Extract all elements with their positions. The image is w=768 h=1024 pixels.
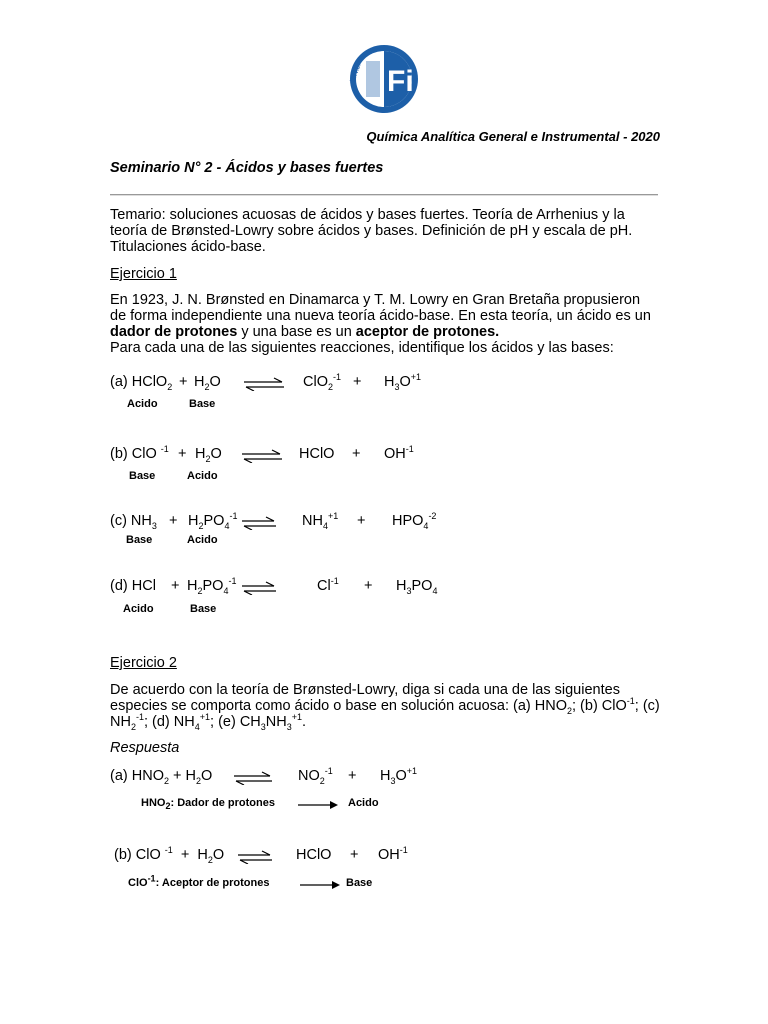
reactant-1: (d) HCl [110,578,156,594]
respuesta-label: Respuesta [110,740,180,756]
product-2: $OH^{-1}$ [384,444,414,462]
product-1: $NH_4^{+1}$ [302,511,339,531]
plus-sign: + [352,446,361,462]
answer-note: ClO$^{-1}$: Aceptor de protones [128,873,270,889]
product-1: HClO [299,446,335,462]
faculty-logo [344,43,424,115]
plus-sign: + [353,374,362,390]
label-acid-base: Acido [187,534,218,546]
logo-icon [344,43,424,115]
svg-text:U.N.L.: U.N.L. [349,62,363,84]
equilibrium-arrow-icon [242,516,276,530]
answer-equation: (a) $HNO_2 + H_2O$ [110,768,213,786]
equilibrium-arrow-icon [242,449,282,463]
product-2: $HPO_4^{-2}$ [392,511,437,531]
plus-sign: + [350,847,359,863]
reactant-1: (c) $NH_3$ [110,513,157,531]
plus-sign: + [348,768,357,784]
exercise-1-intro: En 1923, J. N. Brønsted en Dinamarca y T. M. Lowry en Gran Bretaña propusieron de forma independiente una nueva teoría ácido-base. En esta teoría, un ácido es un dador de protones y una base es un aceptor de protones. Para cada una de las siguientes reacciones, identifique los ácidos y las bases: [110,292,651,356]
plus-sign: + [364,578,373,594]
reactant-2: $H_2PO_4^{-1}$ [188,511,238,531]
svg-text:Fi: Fi [387,65,414,98]
label-acid-base: Acido [187,470,218,482]
arrow-right-icon [300,880,340,890]
equilibrium-arrow-icon [238,850,272,864]
seminar-title: Seminario N° 2 - Ácidos y bases fuertes [110,160,384,176]
product-1: ClO$_2^{-1}$ [303,372,342,392]
product-2: $H_3O^{+1}$ [380,766,418,786]
label-acid-base: Base [126,534,153,546]
answer-result: Base [346,877,373,889]
product-2: $H_3PO_4$ [396,578,438,596]
equilibrium-arrow-icon [234,771,272,785]
reactant-2: $H_2PO_4^{-1}$ [187,576,237,596]
equilibrium-arrow-icon [244,377,284,391]
product-1: $Cl^{-1}$ [317,576,339,594]
exercise-1-title: Ejercicio 1 [110,266,177,282]
reactant-2: $H_2O$ [195,446,222,464]
answer-note: $HNO_2$: Dador de protones [141,797,275,812]
plus-sign: + [357,513,366,529]
plus-sign: + [169,513,178,529]
answer-equation: (b) ClO $^{-1} + H_2O$ [114,845,225,865]
equilibrium-arrow-icon [242,581,276,595]
product-1: HClO [296,847,332,863]
divider [110,194,658,196]
exercise-2-title: Ejercicio 2 [110,655,177,671]
plus-sign: + [178,446,187,462]
product-1: $NO_2^{-1}$ [298,766,333,786]
reactant-1: (b) ClO $^{-1}$ [110,444,169,462]
temario-paragraph: Temario: soluciones acuosas de ácidos y bases fuertes. Teoría de Arrhenius y la teoría de Brønsted-Lowry sobre ácidos y bases. Definición de pH y escala de pH. Titulaciones ácido-base. [110,207,633,255]
answer-result: Acido [348,797,379,809]
plus-sign: + [171,578,180,594]
reactant-1: (a) HClO$_2$ [110,374,173,392]
plus-sign: + [179,374,188,390]
label-acid-base: Base [129,470,156,482]
product-2: $H_3O^{+1}$ [384,372,422,392]
label-acid-base: Acido [127,398,158,410]
exercise-2-intro: De acuerdo con la teoría de Brønsted-Lowry, diga si cada una de las siguientes especies se comporta como ácido o base en solución acuosa: (a) $HNO_2$; (b) ClO$^{-1}$; (c) $NH_2^{-1}$; (d) $NH_4^{+1}$; (e) $CH_3NH_3^{+1}$. [110,682,660,732]
course-title: Química Analítica General e Instrumental - 2020 [366,129,660,144]
reactant-2: $H_2O$ [194,374,221,392]
label-acid-base: Base [189,398,216,410]
product-2: $OH^{-1}$ [378,845,408,863]
label-acid-base: Base [190,603,217,615]
arrow-right-icon [298,800,338,810]
label-acid-base: Acido [123,603,154,615]
